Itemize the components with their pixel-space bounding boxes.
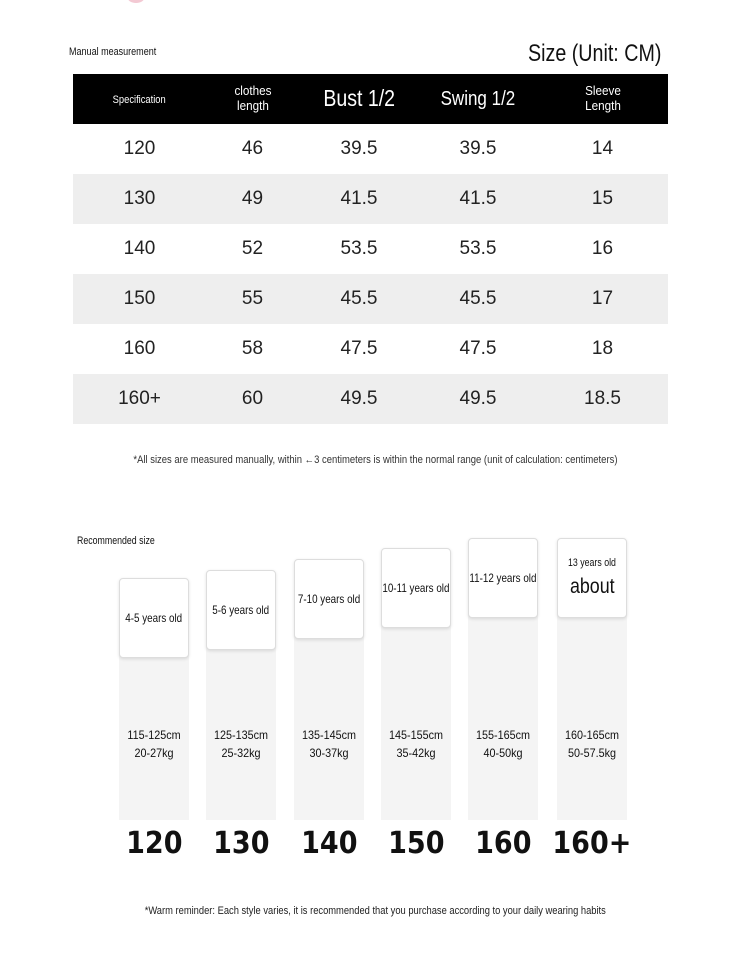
age-card — [468, 538, 538, 618]
cell-bust: 53.5 — [340, 238, 378, 259]
height-weight-range — [109, 726, 199, 762]
size-label: 130 — [212, 826, 270, 861]
cell-sleeve-length: 17 — [591, 288, 614, 309]
decorative-mark — [127, 0, 145, 3]
cell-specification: 160 — [123, 338, 156, 359]
weight-range: 40-50kg — [483, 746, 523, 760]
height-range: 125-135cm — [213, 728, 269, 742]
cell-swing: 41.5 — [459, 188, 497, 209]
height-weight-range — [284, 726, 374, 762]
table-row — [73, 324, 668, 374]
cell-swing: 47.5 — [459, 338, 497, 359]
cell-specification: 150 — [123, 288, 156, 309]
cell-swing: 53.5 — [459, 238, 497, 259]
cell-specification: 120 — [123, 138, 156, 159]
size-table — [73, 74, 668, 424]
cell-clothes-length: 60 — [241, 388, 264, 409]
cell-clothes-length: 58 — [241, 338, 264, 359]
height-weight-range — [458, 726, 548, 762]
size-label: 160+ — [552, 826, 632, 861]
recommend-column — [557, 538, 627, 820]
cell-bust: 49.5 — [340, 388, 378, 409]
recommend-column — [468, 538, 538, 820]
height-range: 135-145cm — [301, 728, 357, 742]
age-label: 11-12 years old — [469, 571, 537, 585]
cell-clothes-length: 49 — [241, 188, 264, 209]
height-range: 155-165cm — [475, 728, 531, 742]
height-range: 160-165cm — [564, 728, 620, 742]
size-label: 120 — [125, 826, 183, 861]
cell-clothes-length: 55 — [241, 288, 264, 309]
cell-swing: 45.5 — [459, 288, 497, 309]
recommend-column — [206, 570, 276, 820]
age-card — [206, 570, 276, 650]
age-card — [381, 548, 451, 628]
cell-bust: 45.5 — [340, 288, 378, 309]
cell-specification: 130 — [123, 188, 156, 209]
weight-range: 30-37kg — [309, 746, 349, 760]
cell-specification: 160+ — [118, 388, 161, 409]
age-label: 5-6 years old — [212, 603, 270, 617]
table-row — [73, 374, 668, 424]
weight-range: 35-42kg — [396, 746, 436, 760]
col-header-sleeve-length: Sleeve Length — [584, 82, 621, 114]
warm-reminder-note: *Warm reminder: Each style varies, it is recommended that you purchase according to your daily wearing habits — [144, 905, 606, 917]
cell-specification: 140 — [123, 238, 156, 259]
table-row — [73, 124, 668, 174]
cell-swing: 49.5 — [459, 388, 497, 409]
size-label: 150 — [387, 826, 445, 861]
weight-range: 50-57.5kg — [567, 746, 617, 760]
size-label: 140 — [300, 826, 358, 861]
col-header-clothes-length: clothes length — [233, 82, 272, 114]
measurement-note: *All sizes are measured manually, within ←3 centimeters is within the normal range (unit of calculation: centimeters) — [132, 454, 618, 466]
recommended-size-label: Recommended size — [77, 535, 155, 547]
table-row — [73, 274, 668, 324]
height-range: 145-155cm — [388, 728, 444, 742]
cell-sleeve-length: 16 — [591, 238, 614, 259]
recommend-column — [119, 578, 189, 820]
table-header — [73, 74, 668, 124]
height-weight-range — [547, 726, 637, 762]
cell-sleeve-length: 15 — [591, 188, 614, 209]
size-label: 160 — [474, 826, 532, 861]
col-header-specification: Specification — [112, 94, 167, 107]
height-range: 115-125cm — [127, 728, 181, 742]
cell-clothes-length: 46 — [241, 138, 264, 159]
col-header-bust: Bust 1/2 — [323, 85, 395, 112]
cell-swing: 39.5 — [459, 138, 497, 159]
cell-bust: 41.5 — [340, 188, 378, 209]
cell-sleeve-length: 18.5 — [584, 388, 621, 409]
table-row — [73, 224, 668, 274]
age-card — [557, 538, 627, 618]
cell-bust: 47.5 — [340, 338, 378, 359]
cell-clothes-length: 52 — [241, 238, 264, 259]
age-card — [119, 578, 189, 658]
cell-sleeve-length: 18 — [591, 338, 614, 359]
col-header-swing: Swing 1/2 — [440, 88, 516, 110]
age-label: 4-5 years old — [125, 611, 183, 625]
recommend-column — [294, 559, 364, 820]
age-about-label: about — [569, 575, 615, 598]
height-weight-range — [371, 726, 461, 762]
height-weight-range — [196, 726, 286, 762]
age-label: 13 years old — [568, 557, 616, 569]
table-row — [73, 174, 668, 224]
age-label: 10-11 years old — [382, 581, 450, 595]
cell-sleeve-length: 14 — [591, 138, 614, 159]
recommend-column — [381, 548, 451, 820]
size-unit-title: Size (Unit: CM) — [528, 40, 662, 67]
cell-bust: 39.5 — [340, 138, 378, 159]
weight-range: 20-27kg — [134, 746, 174, 760]
age-label: 7-10 years old — [297, 592, 361, 606]
manual-measurement-label: Manual measurement — [69, 46, 157, 58]
weight-range: 25-32kg — [221, 746, 261, 760]
age-card — [294, 559, 364, 639]
